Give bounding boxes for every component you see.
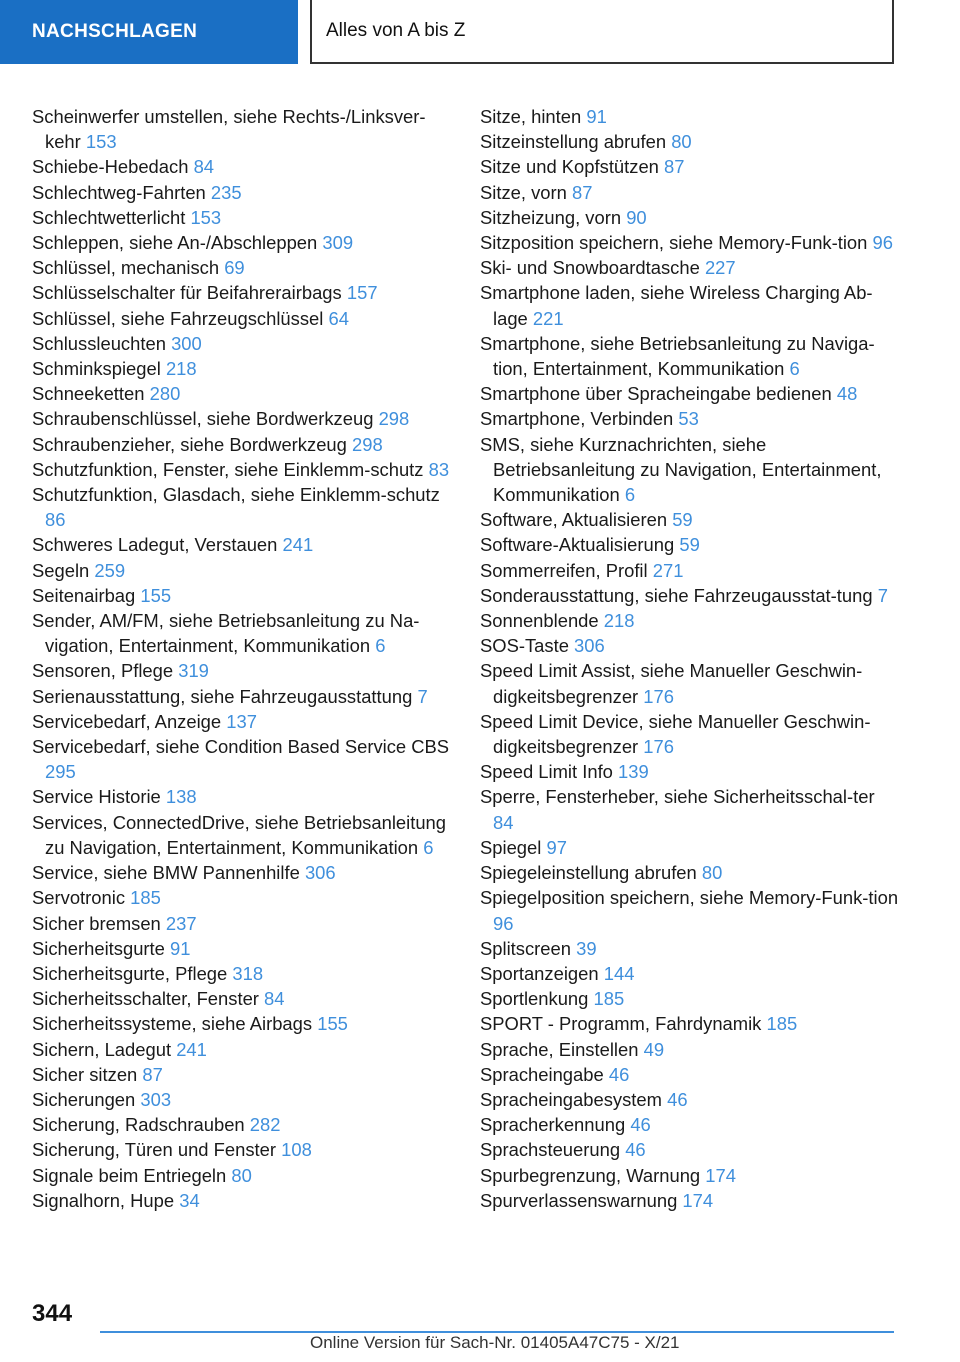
index-entry (480, 558, 900, 583)
entry-page-link[interactable]: 59 (679, 534, 700, 556)
entry-page-link[interactable]: 185 (766, 1013, 798, 1035)
entry-term: Sicherung, Radschrauben (32, 1114, 245, 1136)
index-entry (480, 885, 900, 935)
index-entry (480, 507, 900, 532)
entry-page-link[interactable]: 96 (872, 232, 893, 254)
entry-term: Schlechtwetterlicht (32, 206, 186, 228)
index-entry (32, 154, 452, 179)
index-entry (32, 1163, 452, 1188)
entry-page-link[interactable]: 69 (224, 257, 245, 279)
entry-page-link[interactable]: 144 (603, 962, 635, 984)
index-entry (32, 381, 452, 406)
entry-term: Sicherheitssysteme, siehe Airbags (32, 1013, 313, 1035)
entry-term: Signale beim Entriegeln (32, 1164, 227, 1186)
index-entry (32, 432, 452, 457)
index-entry (32, 230, 452, 255)
header-section-tab (0, 0, 298, 64)
entry-term: SPORT - Programm, Fahrdynamik (480, 1013, 762, 1035)
entry-page-link[interactable]: 298 (378, 408, 410, 430)
entry-page-link[interactable]: 227 (704, 257, 736, 279)
entry-page-link[interactable]: 176 (643, 685, 674, 707)
entry-term: Spiegel (480, 836, 542, 858)
entry-page-link[interactable]: 309 (322, 232, 354, 254)
index-entry (32, 784, 452, 809)
index-entry (480, 1188, 900, 1213)
entry-term: Sportlenkung (480, 988, 589, 1010)
entry-page-link[interactable]: 46 (608, 1063, 630, 1085)
entry-page-link[interactable]: 87 (664, 156, 685, 178)
index-column-right (480, 104, 900, 1213)
entry-term: Schutzfunktion, Glasdach, siehe Einklemm-schutz (32, 484, 440, 506)
entry-page-link[interactable]: 46 (630, 1114, 651, 1136)
entry-term: Schraubenzieher, siehe Bordwerkzeug (32, 433, 347, 455)
entry-page-link[interactable]: 300 (171, 332, 202, 354)
index-entry (480, 104, 900, 129)
entry-term: Schiebe-Hebedach (32, 156, 189, 178)
section-title: NACHSCHLAGEN (32, 21, 198, 42)
entry-page-link[interactable]: 80 (231, 1164, 252, 1186)
index-entry (480, 860, 900, 885)
index-entry (480, 406, 900, 431)
entry-page-link[interactable]: 237 (165, 912, 197, 934)
entry-page-link[interactable]: 174 (705, 1164, 736, 1186)
entry-term: Schutzfunktion, Fenster, siehe Einklemm-schutz (32, 458, 424, 480)
index-entry (480, 230, 900, 255)
entry-term: Servotronic (32, 887, 126, 909)
entry-term: Spurbegrenzung, Warnung (480, 1164, 701, 1186)
entry-term: Schraubenschlüssel, siehe Bordwerkzeug (32, 408, 374, 430)
index-entry (480, 255, 900, 280)
entry-page-link[interactable]: 153 (190, 206, 222, 228)
entry-page-link[interactable]: 185 (130, 887, 161, 909)
entry-term: Sonnenblende (480, 610, 599, 632)
entry-term: Schneeketten (32, 383, 145, 405)
index-entry (480, 129, 900, 154)
entry-page-link[interactable]: 80 (671, 131, 692, 153)
entry-page-link[interactable]: 271 (652, 559, 684, 581)
entry-page-link[interactable]: 6 (789, 358, 800, 380)
entry-term: Software-Aktualisierung (480, 534, 675, 556)
entry-page-link[interactable]: 46 (667, 1088, 688, 1110)
entry-page-link[interactable]: 295 (45, 761, 76, 783)
index-entry (32, 482, 452, 532)
entry-page-link[interactable]: 97 (546, 836, 567, 858)
entry-page-link[interactable]: 241 (176, 1038, 207, 1060)
index-entry (480, 835, 900, 860)
entry-page-link[interactable]: 91 (586, 106, 607, 127)
entry-page-link[interactable]: 306 (304, 862, 336, 884)
entry-page-link[interactable]: 139 (618, 761, 649, 783)
index-entry (480, 432, 900, 508)
index-entry (480, 205, 900, 230)
entry-page-link[interactable]: 303 (140, 1088, 172, 1110)
entry-page-link[interactable]: 86 (45, 509, 66, 531)
index-entry (480, 1163, 900, 1188)
entry-page-link[interactable]: 318 (232, 962, 264, 984)
entry-page-link[interactable]: 155 (317, 1013, 348, 1035)
index-entry (480, 180, 900, 205)
entry-term: Sender, AM/FM, siehe Betriebsanleitung zu Na-vigation, Entertainment, Kommunikation (32, 610, 420, 657)
entry-term: Software, Aktualisieren (480, 509, 668, 531)
index-entry (32, 1011, 452, 1036)
entry-term: Sprachsteuerung (480, 1139, 621, 1161)
entry-page-link[interactable]: 87 (142, 1063, 163, 1085)
index-entry (480, 784, 900, 834)
entry-page-link[interactable]: 241 (282, 534, 314, 556)
entry-term: Spiegelposition speichern, siehe Memory-Funk-tion (480, 887, 899, 909)
entry-term: Sitze, hinten (480, 106, 582, 127)
index-entry (480, 1062, 900, 1087)
entry-page-link[interactable]: 7 (877, 584, 888, 606)
index-entry (480, 1137, 900, 1162)
entry-term: Speed Limit Device, siehe Manueller Geschwin-digkeitsbegrenzer (480, 710, 871, 758)
index-entry (32, 885, 452, 910)
entry-term: Servicebedarf, siehe Condition Based Service CBS (32, 736, 450, 758)
entry-page-link[interactable]: 137 (226, 710, 257, 732)
entry-term: Seitenairbag (32, 584, 136, 606)
entry-term: Sicherung, Türen und Fenster (32, 1139, 276, 1161)
entry-term: Sicherheitsgurte, Pflege (32, 962, 228, 984)
entry-page-link[interactable]: 153 (85, 131, 117, 153)
index-entry (32, 406, 452, 431)
entry-term: Smartphone laden, siehe Wireless Charging Ab-lage (480, 282, 873, 329)
index-entry (32, 280, 452, 305)
entry-page-link[interactable]: 46 (625, 1139, 646, 1161)
entry-page-link[interactable]: 298 (352, 433, 383, 455)
index-entry (480, 1037, 900, 1062)
index-entry (32, 1112, 452, 1137)
entry-page-link[interactable]: 108 (281, 1139, 312, 1161)
index-entry (32, 180, 452, 205)
index-entry (32, 104, 452, 154)
entry-term: Sicherheitsschalter, Fenster (32, 988, 259, 1010)
entry-page-link[interactable]: 6 (624, 484, 636, 506)
index-entry (480, 986, 900, 1011)
entry-page-link[interactable]: 80 (701, 862, 723, 884)
entry-page-link[interactable]: 34 (179, 1189, 200, 1211)
entry-term: Spracheingabesystem (480, 1088, 662, 1110)
index-entry (32, 1037, 452, 1062)
entry-term: Speed Limit Assist, siehe Manueller Geschwin-digkeitsbegrenzer (480, 660, 863, 707)
entry-term: Spiegeleinstellung abrufen (480, 862, 697, 884)
index-entry (32, 457, 452, 482)
index-column-left (32, 104, 452, 1213)
index-entry (480, 936, 900, 961)
entry-page-link[interactable]: 174 (682, 1189, 714, 1211)
index-entry (32, 734, 452, 784)
index-entry (32, 532, 452, 557)
index-entry (32, 356, 452, 381)
index-entry (32, 255, 452, 280)
entry-page-link[interactable]: 138 (165, 786, 197, 808)
entry-term: Smartphone über Spracheingabe bedienen (480, 383, 832, 405)
entry-term: Smartphone, siehe Betriebsanleitung zu Naviga-tion, Entertainment, Kommunikation (480, 332, 875, 380)
entry-page-link[interactable]: 218 (603, 610, 635, 632)
index-entry (480, 759, 900, 784)
entry-term: Spracherkennung (480, 1114, 626, 1136)
entry-page-link[interactable]: 48 (836, 383, 858, 405)
index-entry (32, 558, 452, 583)
entry-term: Sicherungen (32, 1088, 136, 1110)
entry-page-link[interactable]: 157 (346, 282, 378, 304)
entry-term: Serienausstattung, siehe Fahrzeugausstattung (32, 685, 413, 707)
entry-term: Sportanzeigen (480, 962, 599, 984)
entry-term: Sitze, vorn (480, 181, 567, 203)
entry-page-link[interactable]: 39 (576, 937, 597, 959)
entry-term: Schweres Ladegut, Verstauen (32, 534, 278, 556)
entry-page-link[interactable]: 218 (165, 358, 197, 380)
entry-term: Signalhorn, Hupe (32, 1189, 175, 1211)
entry-term: Sichern, Ladegut (32, 1038, 172, 1060)
entry-term: Sensoren, Pflege (32, 660, 174, 682)
entry-term: Sommerreifen, Profil (480, 559, 648, 581)
index-entry (32, 936, 452, 961)
header-subtitle-box (310, 0, 894, 64)
index-entry (32, 658, 452, 683)
index-entry (480, 608, 900, 633)
entry-term: Spracheingabe (480, 1063, 604, 1085)
index-entry (32, 205, 452, 230)
entry-term: Sicher bremsen (32, 912, 161, 934)
index-entry (32, 1137, 452, 1162)
entry-term: Speed Limit Info (480, 761, 613, 783)
entry-page-link[interactable]: 235 (210, 181, 242, 203)
index-entry (32, 709, 452, 734)
entry-term: Sicherheitsgurte (32, 937, 165, 959)
index-entry (32, 306, 452, 331)
index-entry (32, 810, 452, 860)
index-entry (32, 1087, 452, 1112)
entry-term: Schlüssel, siehe Fahrzeugschlüssel (32, 307, 324, 329)
entry-term: Sitzeinstellung abrufen (480, 131, 667, 153)
entry-page-link[interactable]: 319 (178, 660, 209, 682)
index-entry (480, 583, 900, 608)
entry-term: Service Historie (32, 786, 161, 808)
index-entry (32, 331, 452, 356)
entry-term: Smartphone, Verbinden (480, 408, 674, 430)
index-entry (480, 1112, 900, 1137)
index-entry (32, 860, 452, 885)
index-entry (32, 1188, 452, 1213)
entry-page-link[interactable]: 87 (572, 181, 593, 203)
entry-term: Sicher sitzen (32, 1063, 138, 1085)
entry-term: Sitzheizung, vorn (480, 206, 622, 228)
entry-term: Schminkspiegel (32, 358, 161, 380)
entry-term: Sitzposition speichern, siehe Memory-Funk-tion (480, 232, 868, 254)
entry-page-link[interactable]: 84 (493, 811, 514, 833)
entry-page-link[interactable]: 53 (678, 408, 699, 430)
index-entry (480, 532, 900, 557)
entry-page-link[interactable]: 7 (417, 685, 428, 707)
index-entry (480, 331, 900, 381)
index-entry (480, 381, 900, 406)
entry-term: Sitze und Kopfstützen (480, 156, 659, 178)
entry-page-link[interactable]: 176 (643, 736, 674, 758)
entry-term: Service, siehe BMW Pannenhilfe (32, 862, 300, 884)
entry-page-link[interactable]: 84 (193, 156, 215, 178)
chapter-title: Alles von A bis Z (326, 20, 466, 41)
entry-page-link[interactable]: 155 (140, 584, 172, 606)
entry-page-link[interactable]: 59 (672, 509, 693, 531)
entry-term: Schlussleuchten (32, 332, 166, 354)
entry-term: Schlüssel, mechanisch (32, 257, 220, 279)
entry-page-link[interactable]: 96 (493, 912, 514, 934)
entry-page-link[interactable]: 90 (626, 206, 647, 228)
entry-page-link[interactable]: 280 (149, 383, 181, 405)
entry-term: Segeln (32, 559, 90, 581)
entry-page-link[interactable]: 6 (423, 836, 434, 858)
index-entry (480, 709, 900, 759)
entry-term: Spurverlassenswarnung (480, 1189, 678, 1211)
index-entry (480, 633, 900, 658)
entry-term: Splitscreen (480, 937, 571, 959)
entry-term: Ski- und Snowboardtasche (480, 257, 700, 279)
index-entry (32, 911, 452, 936)
index-entry (480, 280, 900, 330)
entry-page-link[interactable]: 306 (574, 635, 605, 657)
index-entry (32, 583, 452, 608)
entry-page-link[interactable]: 259 (94, 559, 126, 581)
entry-term: Schlechtweg-Fahrten (32, 181, 206, 203)
entry-page-link[interactable]: 83 (428, 458, 450, 480)
index-entry (32, 684, 452, 709)
index-entry (32, 986, 452, 1011)
index-entry (480, 658, 900, 708)
entry-page-link[interactable]: 49 (643, 1038, 665, 1060)
entry-term: SMS, siehe Kurznachrichten, siehe Betriebsanleitung zu Navigation, Entertainment, Kommunikation (480, 433, 882, 506)
entry-term: Schlüsselschalter für Beifahrerairbags (32, 282, 342, 304)
entry-term: Servicebedarf, Anzeige (32, 710, 222, 732)
page-number: 344 (32, 1300, 73, 1327)
entry-page-link[interactable]: 6 (375, 635, 386, 657)
footer-online-version: Online Version für Sach-Nr. 01405A47C75 - X/21 (310, 1333, 680, 1352)
index-entry (32, 608, 452, 658)
index-entry (480, 154, 900, 179)
index-entry (32, 961, 452, 986)
index-entry (480, 1011, 900, 1036)
entry-term: Sonderausstattung, siehe Fahrzeugausstat-tung (480, 584, 873, 606)
entry-term: Services, ConnectedDrive, siehe Betriebsanleitung zu Navigation, Entertainment, Kommunikation (32, 811, 447, 858)
entry-page-link[interactable]: 221 (532, 307, 564, 329)
entry-page-link[interactable]: 91 (170, 937, 191, 959)
entry-term: Scheinwerfer umstellen, siehe Rechts-/Linksver-kehr (32, 106, 426, 153)
entry-page-link[interactable]: 185 (593, 988, 625, 1010)
entry-page-link[interactable]: 64 (328, 307, 349, 329)
entry-page-link[interactable]: 84 (264, 988, 285, 1010)
entry-term: Schleppen, siehe An-/Abschleppen (32, 232, 318, 254)
entry-term: SOS-Taste (480, 635, 569, 657)
index-entry (480, 1087, 900, 1112)
index-entry (480, 961, 900, 986)
entry-term: Sperre, Fensterheber, siehe Sicherheitsschal-ter (480, 786, 875, 808)
entry-term: Sprache, Einstellen (480, 1038, 639, 1060)
entry-page-link[interactable]: 282 (249, 1114, 281, 1136)
index-entry (32, 1062, 452, 1087)
